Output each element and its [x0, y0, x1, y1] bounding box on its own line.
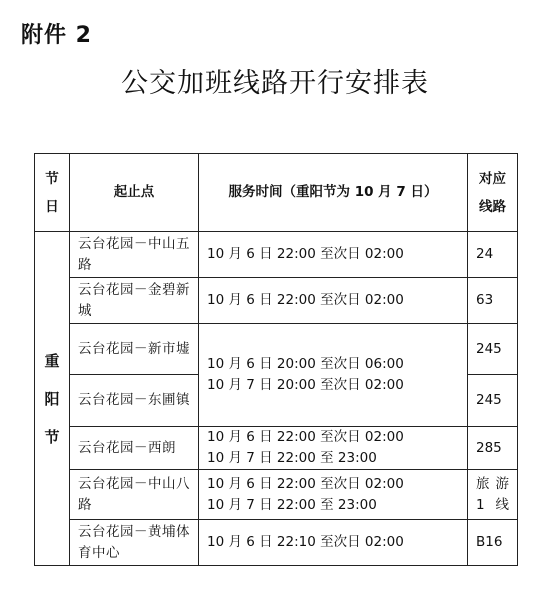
- line-cell: 旅游1线: [468, 470, 518, 520]
- table-row: [35, 520, 518, 566]
- time-cell: [199, 232, 468, 278]
- route-cell: 云台花园－新市墟: [70, 324, 199, 375]
- time-cell: [199, 278, 468, 324]
- time-line: 10 月 7 日 22:00 至 23:00: [207, 496, 377, 513]
- time-line: 10 月 6 日 22:10 至次日 02:00: [207, 534, 404, 550]
- route-cell: 云台花园－东圃镇: [70, 375, 199, 427]
- time-line: 10 月 6 日 22:00 至次日 02:00: [207, 292, 404, 308]
- time-cell: [199, 427, 468, 470]
- line-cell: 63: [468, 278, 518, 324]
- table-row: [35, 278, 518, 324]
- time-line: 10 月 6 日 20:00 至次日 06:00: [207, 356, 404, 372]
- line-cell: 245: [468, 324, 518, 375]
- holiday-char: 节: [44, 427, 60, 446]
- header-line-line-2: 线路: [479, 198, 506, 215]
- header-line-line-1: 对应: [479, 170, 506, 187]
- time-line: 10 月 7 日 20:00 至次日 02:00: [207, 377, 404, 393]
- route-cell: 云台花园－黄埔体育中心: [70, 520, 199, 566]
- line-cell: 285: [468, 427, 518, 470]
- holiday-cell: [35, 232, 70, 566]
- attachment-label: 附件 2: [21, 23, 92, 48]
- route-cell: 云台花园－中山五路: [70, 232, 199, 278]
- table-header-row: [35, 154, 518, 232]
- time-line: 10 月 6 日 22:00 至次日 02:00: [207, 475, 404, 492]
- line-cell: 245: [468, 375, 518, 427]
- time-line: 10 月 7 日 22:00 至 23:00: [207, 450, 377, 466]
- time-cell: [199, 324, 468, 427]
- header-holiday-line-2: 日: [45, 198, 59, 215]
- table-row: [35, 470, 518, 520]
- route-cell: 云台花园－西朗: [70, 427, 199, 470]
- header-holiday-line-1: 节: [45, 170, 59, 187]
- table-row: [35, 324, 518, 375]
- route-cell: 云台花园－中山八路: [70, 470, 199, 520]
- header-line: [468, 154, 518, 232]
- document-title: 公交加班线路开行安排表: [121, 68, 429, 99]
- header-service-time: 服务时间（重阳节为 10 月 7 日）: [199, 154, 468, 232]
- header-holiday: [35, 154, 70, 232]
- time-line: 10 月 6 日 22:00 至次日 02:00: [207, 429, 404, 445]
- schedule-table: [34, 153, 518, 566]
- holiday-char: 阳: [44, 389, 60, 408]
- header-route: 起止点: [70, 154, 199, 232]
- table-row: [35, 427, 518, 470]
- table-row: [35, 232, 518, 278]
- time-cell: [199, 520, 468, 566]
- holiday-char: 重: [44, 351, 60, 370]
- line-cell: 24: [468, 232, 518, 278]
- time-cell: [199, 470, 468, 520]
- time-line: 10 月 6 日 22:00 至次日 02:00: [207, 246, 404, 262]
- route-cell: 云台花园－金碧新城: [70, 278, 199, 324]
- line-cell: B16: [468, 520, 518, 566]
